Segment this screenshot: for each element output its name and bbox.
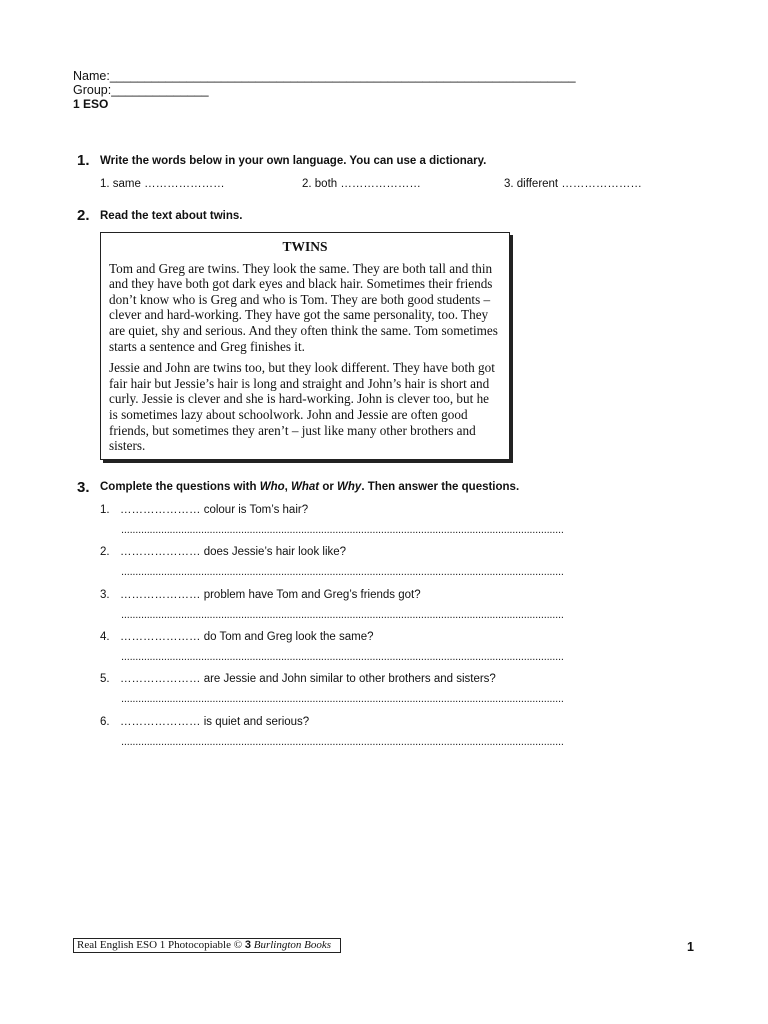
- exercise-1-item-same: 1. same …………………: [100, 178, 225, 190]
- question-4-blank: …………………: [120, 631, 201, 643]
- exercise-1-instruction: Write the words below in your own language. You can use a dictionary.: [100, 155, 487, 167]
- twins-text-title: TWINS: [282, 239, 328, 254]
- twins-paragraph-1: Tom and Greg are twins. They look the same. They are both tall and thin and they have both got dark eyes and black hair. Sometimes their friends don’t know who is Greg and who is Tom. They are both good students – clever and hard-working. They have got the same personality, too. They are quiet, shy and serious. And they often think the same. Tom sometimes starts a sentence and Greg finishes it.: [109, 260, 498, 354]
- question-4-answer-line: ...........................................................................................................................................................: [121, 651, 564, 663]
- question-5-answer-line: ...........................................................................................................................................................: [121, 693, 564, 705]
- question-2: 2. ………………… does Jessie’s hair look like?: [100, 546, 347, 558]
- question-6-answer-line: ...........................................................................................................................................................: [121, 736, 564, 748]
- exercise-1-number: 1.: [77, 152, 90, 169]
- question-6: 6. ………………… is quiet and serious?: [100, 716, 310, 728]
- question-3-answer-line: ...........................................................................................................................................................: [121, 609, 564, 621]
- question-2-answer-line: ...........................................................................................................................................................: [121, 566, 564, 578]
- exercise-3-number: 3.: [77, 479, 90, 496]
- page-number: 1: [687, 940, 694, 954]
- question-2-blank: …………………: [120, 546, 201, 558]
- exercise-1-item-both: 2. both …………………: [302, 178, 421, 190]
- exercise-3-instruction: Complete the questions with Who, What or Why. Then answer the questions.: [100, 481, 520, 493]
- question-5-blank: …………………: [120, 673, 201, 685]
- question-1-answer-line: ...........................................................................................................................................................: [121, 524, 564, 536]
- name-field-label: Name:___________________________________________________________________: [73, 69, 576, 83]
- burlington-logo-icon: 3: [244, 939, 251, 951]
- twins-paragraph-2: Jessie and John are twins too, but they look different. They have both got fair hair but Jessie’s hair is long and straight and John’s hair is short and curly. Jessie is clever and she is hard-working. John is clever too, but he is sometimes lazy about schoolwork. John and Jessie are often good friends, but sometimes they aren’t – just like many other brothers and sisters.: [109, 360, 495, 454]
- level-label: 1 ESO: [73, 97, 109, 111]
- group-field-label: Group:______________: [73, 83, 209, 97]
- exercise-1-item-different: 3. different …………………: [504, 178, 642, 190]
- question-1-blank: …………………: [120, 504, 201, 516]
- question-1: 1. ………………… colour is Tom’s hair?: [100, 504, 309, 516]
- question-5: 5. ………………… are Jessie and John similar to other brothers and sisters?: [100, 673, 496, 685]
- exercise-2-instruction: Read the text about twins.: [100, 210, 243, 222]
- question-3-blank: …………………: [120, 589, 201, 601]
- question-3: 3. ………………… problem have Tom and Greg’s friends got?: [100, 589, 421, 601]
- question-4: 4. ………………… do Tom and Greg look the same?: [100, 631, 374, 643]
- copyright-footer: Real English ESO 1 Photocopiable © 3 Burlington Books: [73, 938, 341, 953]
- exercise-2-number: 2.: [77, 207, 90, 224]
- twins-text-box: [100, 232, 510, 460]
- question-6-blank: …………………: [120, 716, 201, 728]
